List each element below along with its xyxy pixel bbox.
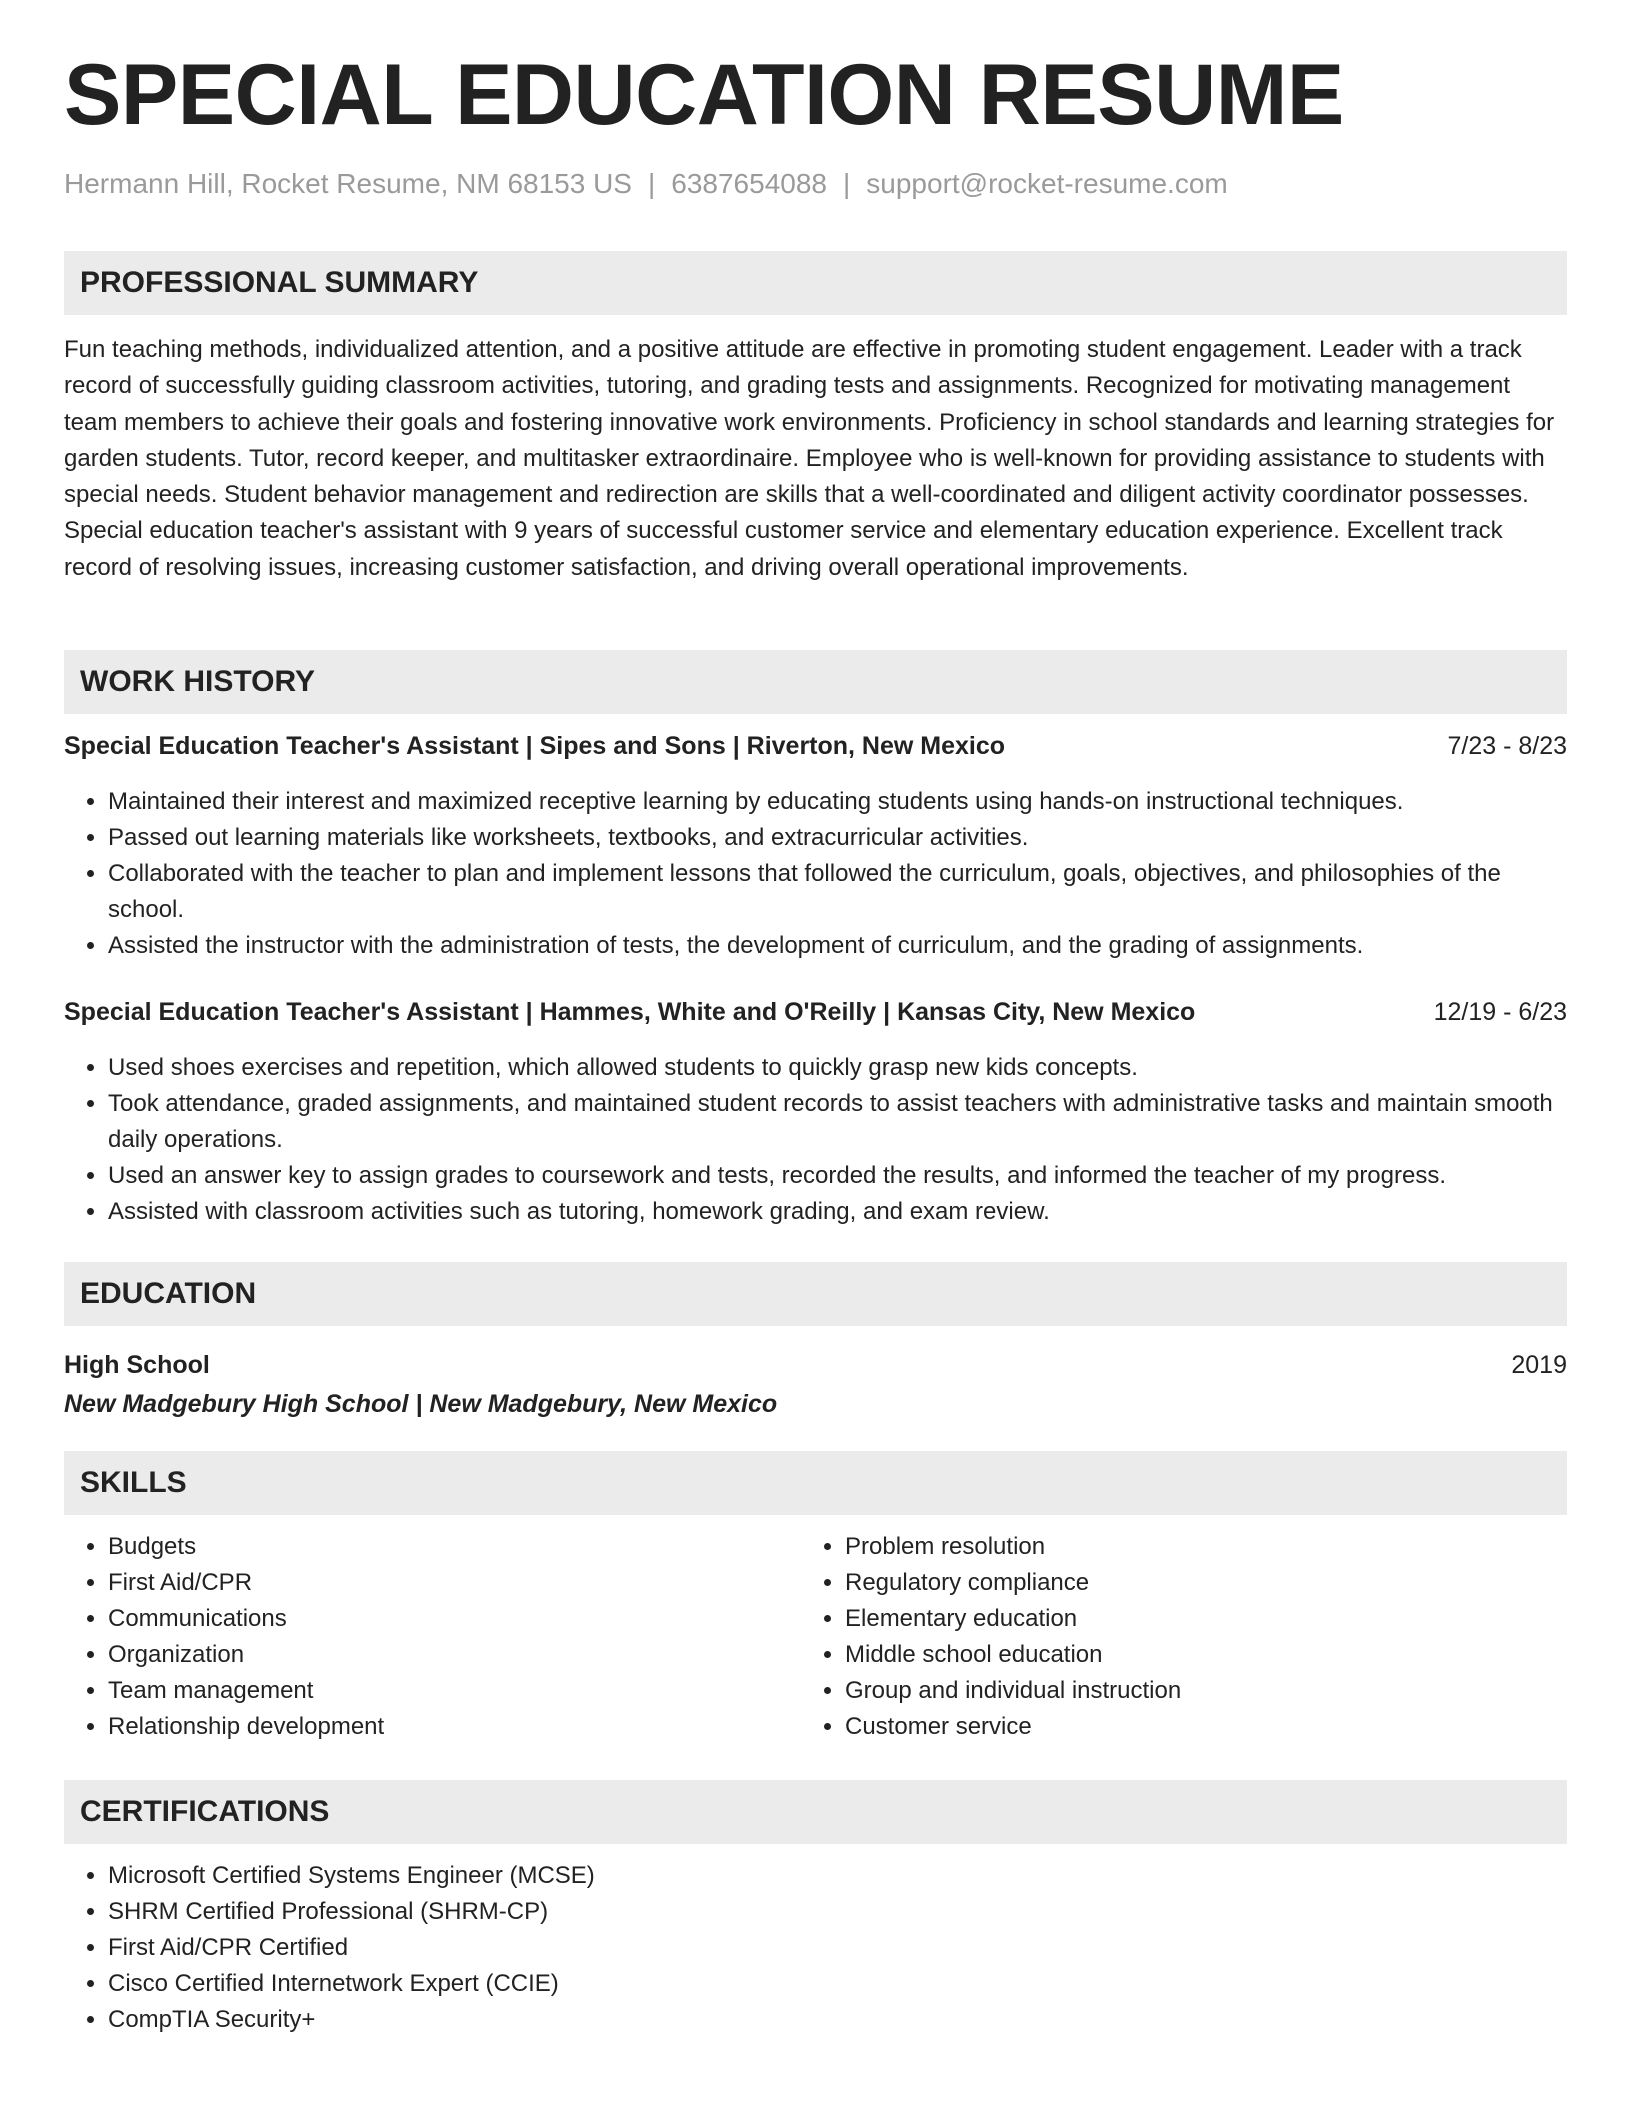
job-bullet: • Assisted with classroom activities such as tutoring, homework grading, and exam review.: [108, 1194, 1567, 1230]
skill-item: • Customer service: [845, 1709, 1567, 1745]
summary-section-header: [64, 251, 1567, 315]
job-title: Special Education Teacher's Assistant | Hammes, White and O'Reilly | Kansas City, New Mexico: [64, 998, 1196, 1026]
page-title: SPECIAL EDUCATION RESUME: [64, 47, 1344, 143]
certifications-heading: CERTIFICATIONS: [80, 1795, 330, 1828]
job-bullet: • Maintained their interest and maximized receptive learning by educating students using hands-on instructional techniques.: [108, 784, 1567, 820]
job-bullet-list: [64, 784, 1567, 964]
work-heading: WORK HISTORY: [80, 665, 316, 698]
certification-item: • CompTIA Security+: [108, 2002, 1567, 2038]
summary-text: Fun teaching methods, individualized attention, and a positive attitude are effective in promoting student engagement. Leader with a track record of successfully guiding classroom activities, tutoring, and grading tests and assignments. Recognized for motivating management team members to achieve their goals and fostering innovative work environments. Proficiency in school standards and learning strategies for garden students. Tutor, record keeper, and multitasker extraordinaire. Employee who is well-known for providing assistance to students with special needs. Student behavior management and redirection are skills that a well-coordinated and diligent activity coordinator possesses. Special education teacher's assistant with 9 years of successful customer service and elementary education experience. Excellent track record of resolving issues, increasing customer satisfaction, and driving overall operational improvements.: [64, 336, 1555, 581]
skill-item: • Relationship development: [108, 1709, 798, 1745]
skill-item: • Budgets: [108, 1529, 798, 1565]
job-header: [64, 998, 1567, 1034]
contact-email: support@rocket-resume.com: [866, 168, 1228, 199]
contact-separator: |: [647, 168, 656, 199]
education-year: 2019: [1511, 1351, 1567, 1379]
skill-item: • Elementary education: [845, 1601, 1567, 1637]
job-dates: 7/23 - 8/23: [1447, 732, 1567, 760]
contact-phone: 6387654088: [671, 168, 827, 199]
certifications-list: [64, 1858, 1567, 2038]
job-bullet: • Used shoes exercises and repetition, which allowed students to quickly grasp new kids concepts.: [108, 1050, 1567, 1086]
skill-item: • Middle school education: [845, 1637, 1567, 1673]
contact-line: [64, 168, 1228, 200]
job-bullet-list: [64, 1050, 1567, 1230]
job-title: Special Education Teacher's Assistant | Sipes and Sons | Riverton, New Mexico: [64, 732, 1006, 760]
summary-heading: PROFESSIONAL SUMMARY: [80, 266, 479, 299]
skills-section-header: [64, 1451, 1567, 1515]
skills-heading: SKILLS: [80, 1466, 187, 1499]
education-section-header: [64, 1262, 1567, 1326]
job-bullet: • Took attendance, graded assignments, and maintained student records to assist teachers with administrative tasks and maintain smooth daily operations.: [108, 1086, 1567, 1158]
work-section-header: [64, 650, 1567, 714]
certification-item: • Cisco Certified Internetwork Expert (CCIE): [108, 1966, 1567, 2002]
skill-item: • Team management: [108, 1673, 798, 1709]
job-bullet: • Used an answer key to assign grades to coursework and tests, recorded the results, and informed the teacher of my progress.: [108, 1158, 1567, 1194]
certifications-section-header: [64, 1780, 1567, 1844]
contact-address: Hermann Hill, Rocket Resume, NM 68153 US: [64, 168, 632, 199]
certification-item: • First Aid/CPR Certified: [108, 1930, 1567, 1966]
skill-item: • Group and individual instruction: [845, 1673, 1567, 1709]
skill-item: • Problem resolution: [845, 1529, 1567, 1565]
skills-list-right: [801, 1529, 1567, 1745]
education-school: New Madgebury High School | New Madgebury, New Mexico: [64, 1390, 778, 1418]
education-heading: EDUCATION: [80, 1277, 257, 1310]
education-degree: High School: [64, 1351, 210, 1379]
job-header: [64, 732, 1567, 768]
job-bullet: • Passed out learning materials like worksheets, textbooks, and extracurricular activities.: [108, 820, 1567, 856]
skill-item: • First Aid/CPR: [108, 1565, 798, 1601]
job-dates: 12/19 - 6/23: [1433, 998, 1567, 1026]
skill-item: • Organization: [108, 1637, 798, 1673]
contact-separator: |: [843, 168, 851, 199]
job-bullet: • Collaborated with the teacher to plan and implement lessons that followed the curriculum, goals, objectives, and philosophies of the school.: [108, 856, 1567, 928]
skill-item: • Regulatory compliance: [845, 1565, 1567, 1601]
skill-item: • Communications: [108, 1601, 798, 1637]
certification-item: • Microsoft Certified Systems Engineer (MCSE): [108, 1858, 1567, 1894]
skills-list-left: [64, 1529, 798, 1745]
job-bullet: • Assisted the instructor with the administration of tests, the development of curriculum, and the grading of assignments.: [108, 928, 1567, 964]
certification-item: • SHRM Certified Professional (SHRM-CP): [108, 1894, 1567, 1930]
